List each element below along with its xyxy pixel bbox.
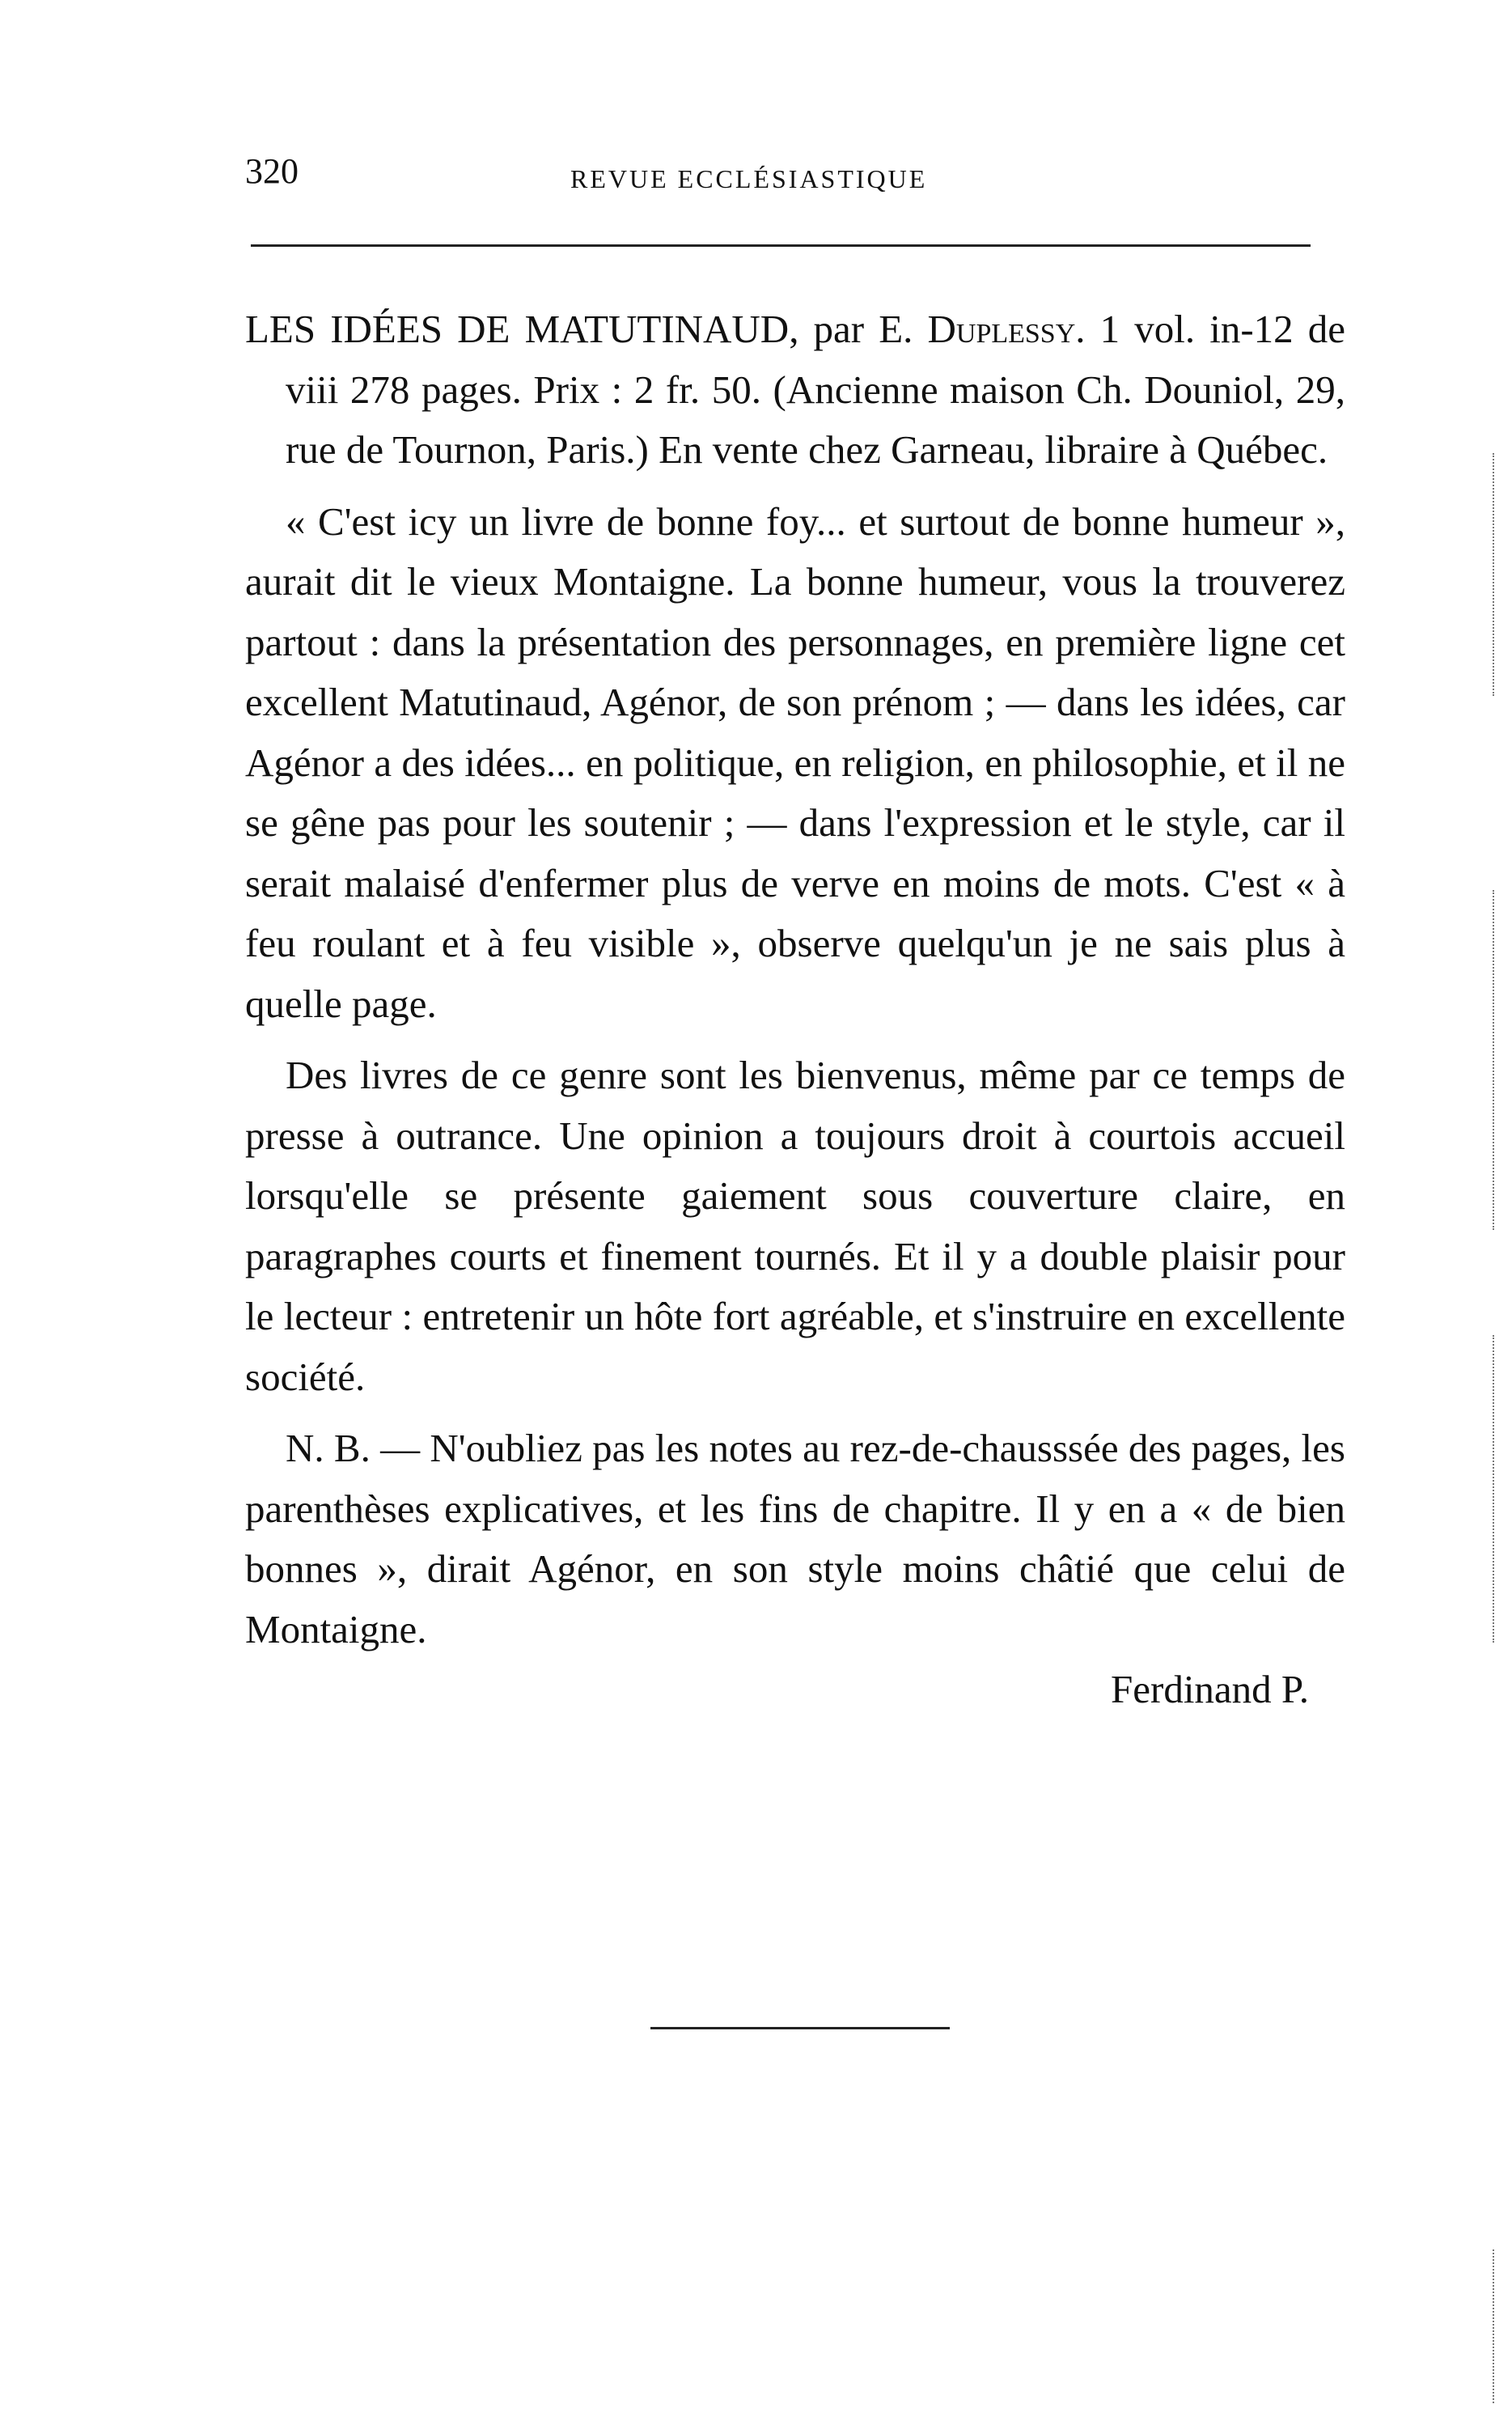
signature: Ferdinand P. (1111, 1667, 1309, 1711)
running-title: REVUE ECCLÉSIASTIQUE (570, 164, 928, 193)
scan-edge-mark (1493, 1335, 1494, 1643)
header-rule (251, 244, 1311, 247)
book-title: LES IDÉES DE MATUTINAUD, par E. (245, 307, 928, 351)
book-entry (245, 299, 1345, 481)
paragraph-nb: N. B. — N'oubliez pas les notes au rez-de-chausssée des pages, les parenthèses explicatives, et les fins de chapitre. Il y en a « de bien bonnes », dirait Agénor, en son style moins châtié que celui de Montaigne. (245, 1426, 1345, 1651)
book-details: . 1 vol. in-12 de viii 278 pages. Prix : 2 fr. 50. (Ancienne maison Ch. Douniol, 29, rue de Tournon, Paris.) En vente chez Garneau, libraire à Québec. (286, 307, 1345, 472)
scan-edge-mark (1493, 890, 1494, 1230)
paragraph-1: « C'est icy un livre de bonne foy... et surtout de bonne humeur », aurait dit le vieux Montaigne. La bonne humeur, vous la trouverez partout : dans la présentation des personnages, en première ligne cet excellent Matutinaud, Agénor, de son prénom ; — dans les idées, car Agénor a des idées... en politique, en religion, en philosophie, et il ne se gêne pas pour les soutenir ; — dans l'expression et le style, car il serait malaisé d'enfermer plus de verve en moins de mots. C'est « à feu roulant et à feu visible », observe quelqu'un je ne sais plus à quelle page. (245, 498, 1345, 1026)
scan-edge-mark (1493, 2249, 1494, 2403)
paragraph-2: Des livres de ce genre sont les bienvenus, même par ce temps de presse à outrance. Une opinion a toujours droit à courtois accueil lorsqu'elle se présente gaiement sous couverture claire, en paragraphes courts et finement tournés. Et il y a double plaisir pour le lecteur : entretenir un hôte fort agréable, et s'instruire en excellente société. (245, 1053, 1345, 1399)
book-author: Duplessy (927, 307, 1076, 351)
article-body (245, 299, 1345, 1720)
scan-edge-mark (1493, 453, 1494, 696)
footer-rule (650, 2027, 950, 2029)
page-number: 320 (245, 151, 299, 191)
